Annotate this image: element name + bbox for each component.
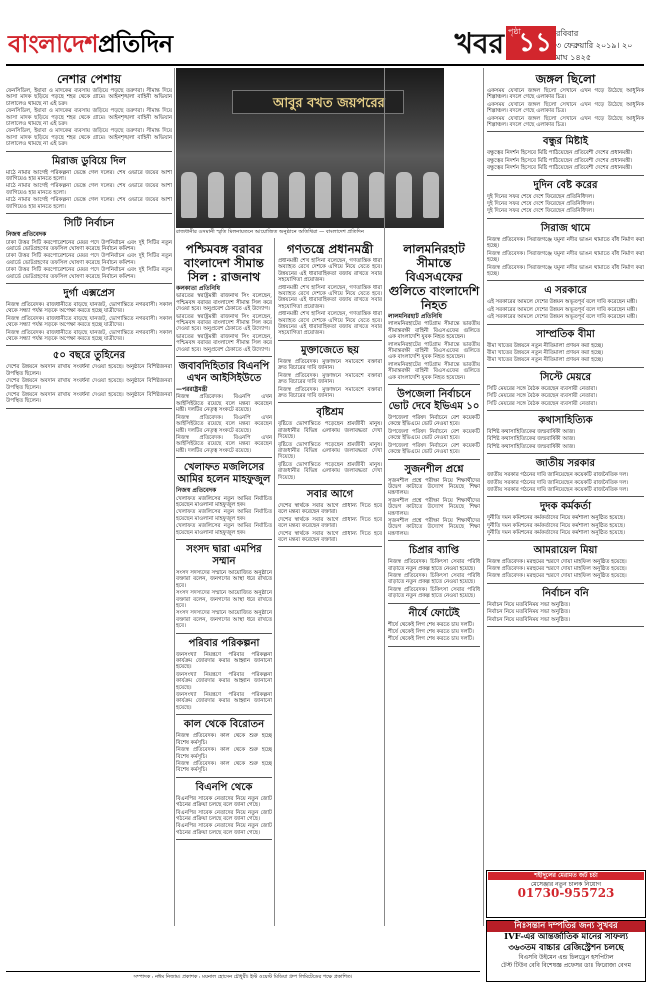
article-body-continued: বিশিষ্ট কথাসাহিত্যিকের জন্মবার্ষিকী আজ।	[487, 436, 576, 443]
article-body-continued: সৃজনশীল প্রশ্নে পরীক্ষা নিয়ে শিক্ষার্থীদের উদ্বেগ কাটাতে উদ্যোগ নিয়েছে শিক্ষা মন্ত্রণালয়।	[388, 517, 480, 537]
article-headline: খেলাফত মজলিসের আমির হলেন মাহফুজুল	[177, 462, 271, 486]
article-divider	[487, 583, 644, 584]
article-headline: লালমনিরহাট সীমান্তে বিএসএফের গুলিতে বাংলাদেশি নিহত	[388, 242, 480, 312]
column-divider	[274, 238, 275, 926]
article-headline: সুজনশীল প্রশ্নে	[404, 463, 464, 475]
article-body-continued: ঢাকা উত্তর সিটি করপোরেশনের মেয়র পদে উপনির্বাচন এবং দুই সিটির নতুন ওয়ার্ডে ভোটগ্রহণের তফসিল ঘোষণা করেছে নির্বাচন কমিশন।	[6, 253, 172, 266]
article-headline: সিরাজ থামে	[540, 222, 591, 234]
article-headline: গণতন্ত্রে প্রধানমন্ত্রী	[286, 242, 374, 256]
article-body-continued: মাঠে নামার আগেই পরিকল্পনা ভেস্তে গেল দলের। শেষ ওভারে জয়ের আশা জাগিয়েও হার মানতে হলো।	[6, 183, 172, 196]
ad-title: শহীদুলের মেরামত জট চর্চা	[488, 872, 644, 880]
column-2	[176, 238, 272, 926]
article-headline: নির্বাচন বনি	[542, 587, 589, 599]
article-body-continued: নিজস্ব প্রতিবেদক। মরহুমের স্মরণে দোয়া মাহফিল অনুষ্ঠিত হয়েছে।	[487, 566, 627, 573]
article-body-continued: প্রধানমন্ত্রী শেখ হাসিনা বলেছেন, গণতান্ত্রিক ধারা অব্যাহত রেখে দেশকে এগিয়ে নিয়ে যেতে হবে। উন্নয়নের এই ধারাবাহিকতা বজায় রাখতে সবার সহযোগিতা প্রয়োজন।	[278, 284, 382, 310]
issue-day: রবিবার	[556, 29, 579, 38]
ad-line-3: ৩৬৩তম বাচ্চার রেজিস্ট্রেশন চলছে	[508, 943, 624, 953]
article-body-continued: দেশের উন্নয়নে অবদান রাখায় সংবর্ধনা দেওয়া হয়েছে। অনুষ্ঠানে বিশিষ্টজনরা উপস্থিত ছিলেন।	[6, 392, 172, 405]
article-headline: চিপ্রার ব্যাপ্তি	[408, 545, 460, 557]
article	[487, 72, 644, 132]
page-number-box	[506, 26, 556, 60]
article-body-continued: নিজস্ব প্রতিবেদক। মরহুমের স্মরণে দোয়া মাহফিল অনুষ্ঠিত হয়েছে।	[487, 573, 627, 580]
article-body: একসময় যেখানে জঙ্গল ছিলো সেখানে এখন গড়ে উঠেছে আধুনিক শিল্পাঞ্চল। বদলে গেছে এলাকার চিত্র।	[487, 88, 644, 101]
article-body-continued: নিজস্ব প্রতিবেদক। সিরাজগঞ্জে যমুনা নদীর ভাঙন থামাতে বাঁধ নির্মাণ করা হচ্ছে।	[487, 250, 644, 264]
article-headline: জবাবদিহিতার বিএনপি এখন আইসিইউতে	[178, 361, 270, 385]
article-body-continued: জাতীয় সরকার গঠনের দাবি জানিয়েছেন কয়েকটি রাজনৈতিক দল।	[487, 487, 629, 493]
article	[388, 608, 480, 647]
article-body-continued: জাতীয় সরকার গঠনের দাবি জানিয়েছেন কয়েকটি রাজনৈতিক দল।	[487, 479, 629, 486]
hospital-ad	[486, 920, 646, 982]
article-body: নিজস্ব প্রতিবেদক। বিএনপি এখন আইসিইউতে রয়েছে বলে মন্তব্য করেছেন মন্ত্রী। দলটির নেতৃত্ব সংকটে রয়েছে।	[176, 394, 272, 414]
article-body: দেশের স্বার্থকে সবার আগে প্রাধান্য দিতে হবে বলে মন্তব্য করেছেন বক্তারা।	[278, 502, 382, 516]
article-headline: পরিবার পরিকল্পনা	[188, 637, 260, 649]
photo-caption: রাজধানীর ওসমানী স্মৃতি মিলনায়তনে আয়োজিত অনুষ্ঠানে অতিথিরা — বাংলাদেশ প্রতিদিন	[176, 229, 364, 235]
article-divider	[6, 408, 172, 409]
article-body: নিজস্ব প্রতিবেদক। রাজধানীতে বাড়ছে যানজট, ভোগান্তিতে নগরবাসী। সকাল থেকে সন্ধ্যা পর্যন্ত সড়কে অপেক্ষা করতে হচ্ছে যাত্রীদের।	[6, 301, 172, 315]
article	[487, 501, 644, 540]
article-divider	[487, 626, 644, 627]
article-divider	[278, 340, 382, 341]
article	[176, 544, 272, 634]
article-divider	[176, 839, 272, 840]
article-divider	[388, 540, 480, 541]
article-body-continued: একসময় যেখানে জঙ্গল ছিলো সেখানে এখন গড়ে উঠেছে আধুনিক শিল্পাঞ্চল। বদলে গেছে এলাকার চিত্র।	[487, 101, 644, 115]
ad-line-5: টেস্ট টিউব বেবি বিশেষজ্ঞ প্রফেসর ডাঃ ফিরোজা বেগম	[501, 962, 631, 969]
article-divider	[487, 410, 644, 411]
article-divider	[6, 345, 172, 346]
article-divider	[487, 324, 644, 325]
article-body-continued: বীমা খাতের উন্নয়নে নতুন নীতিমালা প্রণয়ন করা হচ্ছে।	[487, 357, 604, 364]
article-body-continued: ভারতের স্বরাষ্ট্রমন্ত্রী রাজনাথ সিং বলেছেন, পশ্চিমবঙ্গ বরাবর বাংলাদেশ সীমান্ত সিল করে দেওয়া হবে। অনুপ্রবেশ ঠেকাতে এই উদ্যোগ।	[176, 313, 272, 333]
article-divider	[388, 384, 480, 385]
column-divider	[384, 68, 385, 926]
page-label: পৃষ্ঠা	[508, 27, 521, 36]
article-divider	[278, 402, 382, 403]
article-headline: জঙ্গল ছিলো	[535, 72, 596, 86]
article-body-continued: দুর্নীতি দমন কমিশনের কর্মকর্তাদের নিয়ে কর্মশালা অনুষ্ঠিত হয়েছে।	[487, 530, 625, 537]
article-divider	[487, 496, 644, 497]
article-divider	[388, 646, 480, 647]
article-body-continued: বিএনপির সাবেক নেতাদের নিয়ে নতুন জোট গঠনের প্রক্রিয়া চলছে বলে জানা গেছে।	[176, 809, 272, 822]
article-divider	[176, 539, 272, 540]
article-body-continued: এই সরকারের আমলে দেশের উন্নয়ন অভূতপূর্ব বলে দাবি করেছেন মন্ত্রী।	[487, 314, 638, 321]
logo-part-red: বাংলাদেশ	[8, 29, 98, 58]
article-body: নিজস্ব প্রতিবেদক। মরহুমের স্মরণে দোয়া মাহফিল অনুষ্ঠিত হয়েছে।	[487, 558, 627, 565]
imprint-footer: সম্পাদক : নঈম নিজাম। প্রকাশক : ময়নাল হোসেন চৌধুরী। ইস্ট ওয়েস্ট মিডিয়া গ্রুপ লিমিটেডের পক্ষে প্রকাশিত।	[6, 971, 480, 980]
article-divider	[388, 603, 480, 604]
article-body-continued: সংসদ সদস্যদের সম্মানে আয়োজিত অনুষ্ঠানে বক্তারা বলেন, জনগণের আস্থা ধরে রাখতে হবে।	[176, 590, 272, 609]
article-body: বিশিষ্ট কথাসাহিত্যিকের জন্মবার্ষিকী আজ।	[487, 428, 576, 435]
article-body: নিজস্ব প্রতিবেদক। মুক্তাঙ্গনে সমাবেশে বক্তারা দ্রুত বিচারের দাবি জানান।	[278, 358, 382, 372]
article-body-continued: প্রধানমন্ত্রী শেখ হাসিনা বলেছেন, গণতান্ত্রিক ধারা অব্যাহত রেখে দেশকে এগিয়ে নিয়ে যেতে হবে। উন্নয়নের এই ধারাবাহিকতা বজায় রাখতে সবার সহযোগিতা প্রয়োজন।	[278, 311, 382, 337]
article-body-continued: দুই দিনের সফর শেষে দেশে ফিরেছেন প্রতিনিধিদল।	[487, 201, 594, 208]
article-body-continued: ফেনসিডিল, ইয়াবা ও মাদকের ব্যবসায় জড়িয়ে পড়ছে তরুণরা। সীমান্ত দিয়ে আসা মাদক ছড়িয়ে পড়ছে শহর থেকে গ্রামে। আইনশৃঙ্খলা বাহিনী অভিযান চালালেও থামছে না এই চক্র।	[6, 128, 172, 148]
article-headline: এ সরকারে	[544, 285, 587, 297]
article-headline: জাতীয় সরকার	[535, 458, 596, 470]
article	[6, 350, 172, 408]
article-body-continued: ফেনসিডিল, ইয়াবা ও মাদকের ব্যবসায় জড়িয়ে পড়ছে তরুণরা। সীমান্ত দিয়ে আসা মাদক ছড়িয়ে পড়ছে শহর থেকে গ্রামে। আইনশৃঙ্খলা বাহিনী অভিযান চালালেও থামছে না এই চক্র।	[6, 108, 172, 128]
article-body-continued: জনসংখ্যা নিয়ন্ত্রণে পরিবার পরিকল্পনা কার্যক্রম জোরদার করার আহ্বান জানানো হয়েছে।	[176, 692, 272, 711]
article-headline: পশ্চিমবঙ্গ বরাবর বাংলাদেশ সীমান্ত সিল : রাজনাথ	[184, 242, 264, 284]
article	[6, 218, 172, 284]
article-body-continued: সিটি মেয়রের সঙ্গে বৈঠক করেছেন ব্যবসায়ী নেতারা।	[487, 400, 597, 407]
article-byline: নিজস্ব প্রতিবেদক	[176, 487, 217, 495]
article-headline: উপজেলা নির্বাচনে ভোট দেবে ইভিএম ১০	[388, 389, 480, 413]
article-headline: বিএনপি থেকে	[195, 781, 253, 793]
article-divider	[487, 367, 644, 368]
article-body-continued: নির্বাচন নিয়ে মতবিনিময় সভা অনুষ্ঠিত।	[487, 609, 570, 616]
article-divider	[388, 459, 480, 460]
article-body-continued: লালমনিরহাটের পাটগ্রাম সীমান্তে ভারতীয় সীমান্তরক্ষী বাহিনী বিএসএফের গুলিতে এক বাংলাদেশি যুবক নিহত হয়েছেন।	[388, 361, 480, 381]
article	[388, 242, 480, 385]
article-body: নিজস্ব প্রতিবেদক। কাল থেকে শুরু হচ্ছে বিশেষ কর্মসূচি।	[176, 733, 272, 746]
article-body-continued: বন্ধুত্বের নিদর্শন হিসেবে মিষ্টি পাঠিয়েছেন প্রতিবেশী দেশের প্রধানমন্ত্রী।	[487, 165, 633, 172]
article	[487, 458, 644, 497]
article-divider	[176, 356, 272, 357]
logo	[8, 26, 173, 66]
article-divider	[487, 131, 644, 132]
article-body: দেশের উন্নয়নে অবদান রাখায় সংবর্ধনা দেওয়া হয়েছে। অনুষ্ঠানে বিশিষ্টজনরা উপস্থিত ছিলেন।	[6, 364, 172, 377]
article-body: সংসদ সদস্যদের সম্মানে আয়োজিত অনুষ্ঠানে বক্তারা বলেন, জনগণের আস্থা ধরে রাখতে হবে।	[176, 569, 272, 589]
article-body-continued: উপজেলা পরিষদ নির্বাচনে বেশ কয়েকটি কেন্দ্রে ইভিএমে ভোট নেওয়া হবে।	[388, 428, 480, 442]
article	[176, 361, 272, 458]
article-body-continued: ভারতের স্বরাষ্ট্রমন্ত্রী রাজনাথ সিং বলেছেন, পশ্চিমবঙ্গ বরাবর বাংলাদেশ সীমান্ত সিল করে দেওয়া হবে। অনুপ্রবেশ ঠেকাতে এই উদ্যোগ।	[176, 333, 272, 353]
ad-text: মেসেঞ্জার নতুন চালক নিয়োগ	[530, 881, 602, 888]
article-body-continued: নির্বাচন নিয়ে মতবিনিময় সভা অনুষ্ঠিত।	[487, 616, 570, 623]
column-divider	[174, 68, 175, 926]
article-headline: মিরাজ ডুবিয়ে দিল	[52, 155, 126, 167]
article-headline: মুক্তাজেতে ছয়	[300, 344, 360, 356]
article-body-continued: উপজেলা পরিষদ নির্বাচনে বেশ কয়েকটি কেন্দ্রে ইভিএমে ভোট নেওয়া হবে।	[388, 442, 480, 456]
column-4	[388, 238, 480, 926]
article-body-continued: নিজস্ব প্রতিবেদক। মুক্তাঙ্গনে সমাবেশে বক্তারা দ্রুত বিচারের দাবি জানান।	[278, 372, 382, 386]
logo-part-black: প্রতিদিন	[97, 29, 173, 58]
article	[176, 462, 272, 540]
article-body-continued: নিজস্ব প্রতিবেদক। কাল থেকে শুরু হচ্ছে বিশেষ কর্মসূচি।	[176, 760, 272, 774]
article-body-continued: জনসংখ্যা নিয়ন্ত্রণে পরিবার পরিকল্পনা কার্যক্রম জোরদার করার আহ্বান জানানো হয়েছে।	[176, 671, 272, 691]
page-number: ১১	[518, 28, 552, 58]
article-divider	[6, 151, 172, 152]
article-body: দুর্নীতি দমন কমিশনের কর্মকর্তাদের নিয়ে কর্মশালা অনুষ্ঠিত হয়েছে।	[487, 515, 625, 522]
article-body-continued: বন্ধুত্বের নিদর্শন হিসেবে মিষ্টি পাঠিয়েছেন প্রতিবেশী দেশের প্রধানমন্ত্রী।	[487, 157, 633, 164]
article-divider	[487, 218, 644, 219]
article	[278, 489, 382, 547]
section-title: খবর	[454, 27, 504, 60]
article-headline: সিস্টে মেয়রে	[539, 371, 592, 383]
article-body: উপজেলা পরিষদ নির্বাচনে বেশ কয়েকটি কেন্দ্রে ইভিএমে ভোট নেওয়া হবে।	[388, 415, 480, 428]
article-divider	[278, 546, 382, 547]
article-body: দুই দিনের সফর শেষে দেশে ফিরেছেন প্রতিনিধিদল।	[487, 193, 594, 200]
masthead	[6, 14, 644, 66]
article-body: শীর্ষে থেকেই লিগ শেষ করতে চায় দলটি।	[388, 621, 474, 628]
article-body: খেলাফত মজলিসের নতুন আমির নির্বাচিত হয়েছেন মাওলানা মাহফুজুল হক।	[176, 495, 272, 508]
article-body-continued: লালমনিরহাটের পাটগ্রাম সীমান্তে ভারতীয় সীমান্তরক্ষী বাহিনী বিএসএফের গুলিতে এক বাংলাদেশি যুবক নিহত হয়েছেন।	[388, 341, 480, 361]
article-body-continued: নিজস্ব প্রতিবেদক। চিকিৎসা সেবার পরিধি বাড়াতে নতুন প্রকল্প হাতে নেওয়া হয়েছে।	[388, 572, 480, 586]
article-body-continued: সিটি মেয়রের সঙ্গে বৈঠক করেছেন ব্যবসায়ী নেতারা।	[487, 393, 597, 400]
article-body: বৃষ্টিতে ভোগান্তিতে পড়েছেন শ্রমজীবী মানুষ। রাজধানীর বিভিন্ন এলাকায় জলাবদ্ধতা দেখা দিয়েছে।	[278, 421, 382, 441]
article-body-continued: বীমা খাতের উন্নয়নে নতুন নীতিমালা প্রণয়ন করা হচ্ছে।	[487, 349, 604, 356]
ad-phone: 01730-955723	[517, 886, 615, 900]
article	[487, 545, 644, 584]
article-body-continued: দেশের স্বার্থকে সবার আগে প্রাধান্য দিতে হবে বলে মন্তব্য করেছেন বক্তারা।	[278, 516, 382, 530]
photo-people	[176, 158, 444, 218]
article	[487, 180, 644, 219]
article-body-continued: নিজস্ব প্রতিবেদক। বিএনপি এখন আইসিইউতে রয়েছে বলে মন্তব্য করেছেন মন্ত্রী। দলটির নেতৃত্ব সংকটে রয়েছে।	[176, 414, 272, 434]
article-body: প্রধানমন্ত্রী শেখ হাসিনা বলেছেন, গণতান্ত্রিক ধারা অব্যাহত রেখে দেশকে এগিয়ে নিয়ে যেতে হবে। উন্নয়নের এই ধারাবাহিকতা বজায় রাখতে সবার সহযোগিতা প্রয়োজন।	[278, 258, 382, 284]
article-byline: নিজস্ব প্রতিবেদক	[6, 231, 47, 239]
article-body-continued: সৃজনশীল প্রশ্নে পরীক্ষা নিয়ে শিক্ষার্থীদের উদ্বেগ কাটাতে উদ্যোগ নিয়েছে শিক্ষা মন্ত্রণালয়।	[388, 497, 480, 517]
article-byline: কলকাতা প্রতিনিধি	[176, 285, 221, 292]
article-body-continued: নিজস্ব প্রতিবেদক। মুক্তাঙ্গনে সমাবেশে বক্তারা দ্রুত বিচারের দাবি জানান।	[278, 386, 382, 399]
article-body-continued: দুর্নীতি দমন কমিশনের কর্মকর্তাদের নিয়ে কর্মশালা অনুষ্ঠিত হয়েছে।	[487, 522, 625, 529]
article	[487, 329, 644, 368]
article-body: জাতীয় সরকার গঠনের দাবি জানিয়েছেন কয়েকটি রাজনৈতিক দল।	[487, 472, 629, 479]
article-headline: বন্ধুর মিষ্টাই	[543, 136, 588, 148]
article-divider	[487, 175, 644, 176]
article	[487, 372, 644, 411]
column-3	[278, 238, 382, 926]
article-body: নির্বাচন নিয়ে মতবিনিময় সভা অনুষ্ঠিত।	[487, 601, 570, 608]
article-body-continued: বৃষ্টিতে ভোগান্তিতে পড়েছেন শ্রমজীবী মানুষ। রাজধানীর বিভিন্ন এলাকায় জলাবদ্ধতা দেখা দিয়েছে।	[278, 461, 382, 481]
article-divider	[487, 540, 644, 541]
article-headline: দুদিন বেষ্ট করের	[533, 179, 598, 191]
article-body: জনসংখ্যা নিয়ন্ত্রণে পরিবার পরিকল্পনা কার্যক্রম জোরদার করার আহ্বান জানানো হয়েছে।	[176, 651, 272, 671]
article	[176, 638, 272, 716]
article-headline: আমরায়েল মিয়া	[533, 544, 598, 556]
article-headline: বৃষ্টিশ্রম	[316, 407, 344, 419]
article	[487, 588, 644, 627]
classified-ad	[486, 870, 646, 918]
article	[278, 407, 382, 485]
article-body: সিটি মেয়রের সঙ্গে বৈঠক করেছেন ব্যবসায়ী নেতারা।	[487, 385, 597, 392]
article-body: ভারতের স্বরাষ্ট্রমন্ত্রী রাজনাথ সিং বলেছেন, পশ্চিমবঙ্গ বরাবর বাংলাদেশ সীমান্ত সিল করে দেওয়া হবে। অনুপ্রবেশ ঠেকাতে এই উদ্যোগ।	[176, 293, 272, 313]
article	[6, 156, 172, 214]
article-headline: দুর্গা এক্সপ্রেস	[63, 287, 115, 299]
article-body-continued: নিজস্ব প্রতিবেদক। চিকিৎসা সেবার পরিধি বাড়াতে নতুন প্রকল্প হাতে নেওয়া হয়েছে।	[388, 586, 480, 600]
article-body: লালমনিরহাটের পাটগ্রাম সীমান্তে ভারতীয় সীমান্তরক্ষী বাহিনী বিএসএফের গুলিতে এক বাংলাদেশি যুবক নিহত হয়েছেন।	[388, 321, 480, 341]
article-divider	[6, 283, 172, 284]
article-divider	[176, 457, 272, 458]
article-body: বীমা খাতের উন্নয়নে নতুন নীতিমালা প্রণয়ন করা হচ্ছে।	[487, 342, 604, 349]
article	[6, 72, 172, 152]
article-body-continued: নিজস্ব প্রতিবেদক। রাজধানীতে বাড়ছে যানজট, ভোগান্তিতে নগরবাসী। সকাল থেকে সন্ধ্যা পর্যন্ত সড়কে অপেক্ষা করতে হচ্ছে যাত্রীদের।	[6, 329, 172, 342]
article-body-continued: নিজস্ব প্রতিবেদক। সিরাজগঞ্জে যমুনা নদীর ভাঙন থামাতে বাঁধ নির্মাণ করা হচ্ছে।	[487, 264, 644, 277]
article-divider	[487, 280, 644, 281]
column-divider	[483, 68, 484, 926]
article	[487, 415, 644, 454]
article-body: ফেনসিডিল, ইয়াবা ও মাদকের ব্যবসায় জড়িয়ে পড়ছে তরুণরা। সীমান্ত দিয়ে আসা মাদক ছড়িয়ে পড়ছে শহর থেকে গ্রামে। আইনশৃঙ্খলা বাহিনী অভিযান চালালেও থামছে না এই চক্র।	[6, 88, 172, 107]
column-5	[487, 68, 644, 866]
article	[176, 242, 272, 357]
issue-date-text: ৩ ফেব্রুয়ারি ২০১৯। ২০ মাঘ ১৪২৫	[556, 41, 633, 62]
article-headline: দুদক কর্মকর্তা	[540, 501, 591, 513]
article-divider	[487, 453, 644, 454]
article-body-continued: শীর্ষে থেকেই লিগ শেষ করতে চায় দলটি।	[388, 629, 474, 635]
article-body: ঢাকা উত্তর সিটি করপোরেশনের মেয়র পদে উপনির্বাচন এবং দুই সিটির নতুন ওয়ার্ডে ভোটগ্রহণের তফসিল ঘোষণা করেছে নির্বাচন কমিশন।	[6, 239, 172, 252]
article-body-continued: বিএনপির সাবেক নেতাদের নিয়ে নতুন জোট গঠনের প্রক্রিয়া চলছে বলে জানা গেছে।	[176, 823, 272, 836]
issue-date	[556, 28, 640, 64]
article-headline: ৫০ বছরে তুহিনের	[52, 350, 126, 362]
article-body: মাঠে নামার আগেই পরিকল্পনা ভেস্তে গেল দলের। শেষ ওভারে জয়ের আশা জাগিয়েও হার মানতে হলো।	[6, 169, 172, 183]
article-body: নিজস্ব প্রতিবেদক। চিকিৎসা সেবার পরিধি বাড়াতে নতুন প্রকল্প হাতে নেওয়া হয়েছে।	[388, 559, 480, 572]
article-body-continued: শীর্ষে থেকেই লিগ শেষ করতে চায় দলটি।	[388, 636, 474, 643]
article-body: বিএনপির সাবেক নেতাদের নিয়ে নতুন জোট গঠনের প্রক্রিয়া চলছে বলে জানা গেছে।	[176, 795, 272, 809]
article-body-continued: নিজস্ব প্রতিবেদক। বিএনপি এখন আইসিইউতে রয়েছে বলে মন্তব্য করেছেন মন্ত্রী। দলটির নেতৃত্ব সংকটে রয়েছে।	[176, 434, 272, 454]
article-body-continued: দেশের স্বার্থকে সবার আগে প্রাধান্য দিতে হবে বলে মন্তব্য করেছেন বক্তারা।	[278, 530, 382, 543]
ad-line-4: বিএসবি উইমেন এন্ড চিলড্রেন হসপিটাল	[518, 954, 614, 961]
article-headline: নেশার পেশায়	[56, 72, 122, 86]
article	[278, 242, 382, 341]
article-headline: নীর্ষে ফোটেই	[408, 607, 460, 619]
article-divider	[176, 777, 272, 778]
article-headline: কথাসাহিত্যিক	[538, 414, 593, 426]
article	[487, 136, 644, 175]
article-body-continued: নিজস্ব প্রতিবেদক। কাল থেকে শুরু হচ্ছে বিশেষ কর্মসূচি।	[176, 747, 272, 760]
ad-line-1: নিঃসন্তান দম্পতির জন্য সুখবর	[487, 921, 645, 932]
article	[388, 464, 480, 542]
photo-banner-text: আবুর বখত জয়পরের	[273, 96, 385, 111]
article-divider	[278, 484, 382, 485]
article-body-continued: খেলাফত মজলিসের নতুন আমির নির্বাচিত হয়েছেন মাওলানা মাহফুজুল হক।	[176, 509, 272, 522]
article-headline: সাম্প্রতিক বীমা	[536, 328, 595, 340]
article-body-continued: খেলাফত মজলিসের নতুন আমির নির্বাচিত হয়েছেন মাওলানা মাহফুজুল হক।	[176, 523, 272, 536]
article-headline: কাল থেকে বিরোতন	[183, 719, 265, 731]
article-byline: লালমনিরহাট প্রতিনিধি	[388, 313, 442, 320]
article-body: এই সরকারের আমলে দেশের উন্নয়ন অভূতপূর্ব বলে দাবি করেছেন মন্ত্রী।	[487, 299, 638, 306]
column-1	[6, 68, 172, 926]
article	[388, 389, 480, 459]
article-body: সৃজনশীল প্রশ্নে পরীক্ষা নিয়ে শিক্ষার্থীদের উদ্বেগ কাটাতে উদ্যোগ নিয়েছে শিক্ষা মন্ত্রণালয়।	[388, 477, 480, 497]
article	[388, 545, 480, 603]
photo-banner	[232, 90, 404, 114]
article-body: বন্ধুত্বের নিদর্শন হিসেবে মিষ্টি পাঠিয়েছেন প্রতিবেশী দেশের প্রধানমন্ত্রী।	[487, 150, 633, 157]
article-divider	[176, 633, 272, 634]
article	[487, 223, 644, 281]
article-body-continued: এই সরকারের আমলে দেশের উন্নয়ন অভূতপূর্ব বলে দাবি করেছেন মন্ত্রী।	[487, 306, 638, 313]
article-body-continued: ঢাকা উত্তর সিটি করপোরেশনের মেয়র পদে উপনির্বাচন এবং দুই সিটির নতুন ওয়ার্ডে ভোটগ্রহণের তফসিল ঘোষণা করেছে নির্বাচন কমিশন।	[6, 267, 172, 280]
article	[278, 345, 382, 403]
article-headline: সিটি নির্বাচন	[64, 218, 114, 230]
article-body-continued: দুই দিনের সফর শেষে দেশে ফিরেছেন প্রতিনিধিদল।	[487, 208, 594, 215]
article-byline: —পররাষ্ট্রমন্ত্রী	[176, 386, 208, 394]
article	[6, 288, 172, 346]
article-body-continued: বৃষ্টিতে ভোগান্তিতে পড়েছেন শ্রমজীবী মানুষ। রাজধানীর বিভিন্ন এলাকায় জলাবদ্ধতা দেখা দিয়েছে।	[278, 441, 382, 461]
article-body-continued: মাঠে নামার আগেই পরিকল্পনা ভেস্তে গেল দলের। শেষ ওভারে জয়ের আশা জাগিয়েও হার মানতে হলো।	[6, 197, 172, 210]
article-body-continued: নিজস্ব প্রতিবেদক। রাজধানীতে বাড়ছে যানজট, ভোগান্তিতে নগরবাসী। সকাল থেকে সন্ধ্যা পর্যন্ত সড়কে অপেক্ষা করতে হচ্ছে যাত্রীদের।	[6, 315, 172, 329]
ad-line-2: IVF-এর আন্তর্জাতিক মানের সাফল্য	[504, 932, 628, 942]
article-headline: সবার আগে	[306, 488, 354, 500]
article-body: নিজস্ব প্রতিবেদক। সিরাজগঞ্জে যমুনা নদীর ভাঙন থামাতে বাঁধ নির্মাণ করা হচ্ছে।	[487, 236, 644, 250]
article	[176, 782, 272, 840]
article	[487, 285, 644, 324]
lead-photo	[176, 68, 444, 228]
article-body-continued: দেশের উন্নয়নে অবদান রাখায় সংবর্ধনা দেওয়া হয়েছে। অনুষ্ঠানে বিশিষ্টজনরা উপস্থিত ছিলেন।	[6, 378, 172, 391]
article-body-continued: সংসদ সদস্যদের সম্মানে আয়োজিত অনুষ্ঠানে বক্তারা বলেন, জনগণের আস্থা ধরে রাখতে হবে।	[176, 610, 272, 630]
article	[176, 719, 272, 777]
article-headline: সংসদ দ্বারা এমপির সম্মান	[186, 543, 262, 567]
article-divider	[176, 714, 272, 715]
article-body-continued: একসময় যেখানে জঙ্গল ছিলো সেখানে এখন গড়ে উঠেছে আধুনিক শিল্পাঞ্চল। বদলে গেছে এলাকার চিত্র।	[487, 115, 644, 129]
article-divider	[6, 213, 172, 214]
article-body-continued: বিশিষ্ট কথাসাহিত্যিকের জন্মবার্ষিকী আজ।	[487, 443, 576, 450]
